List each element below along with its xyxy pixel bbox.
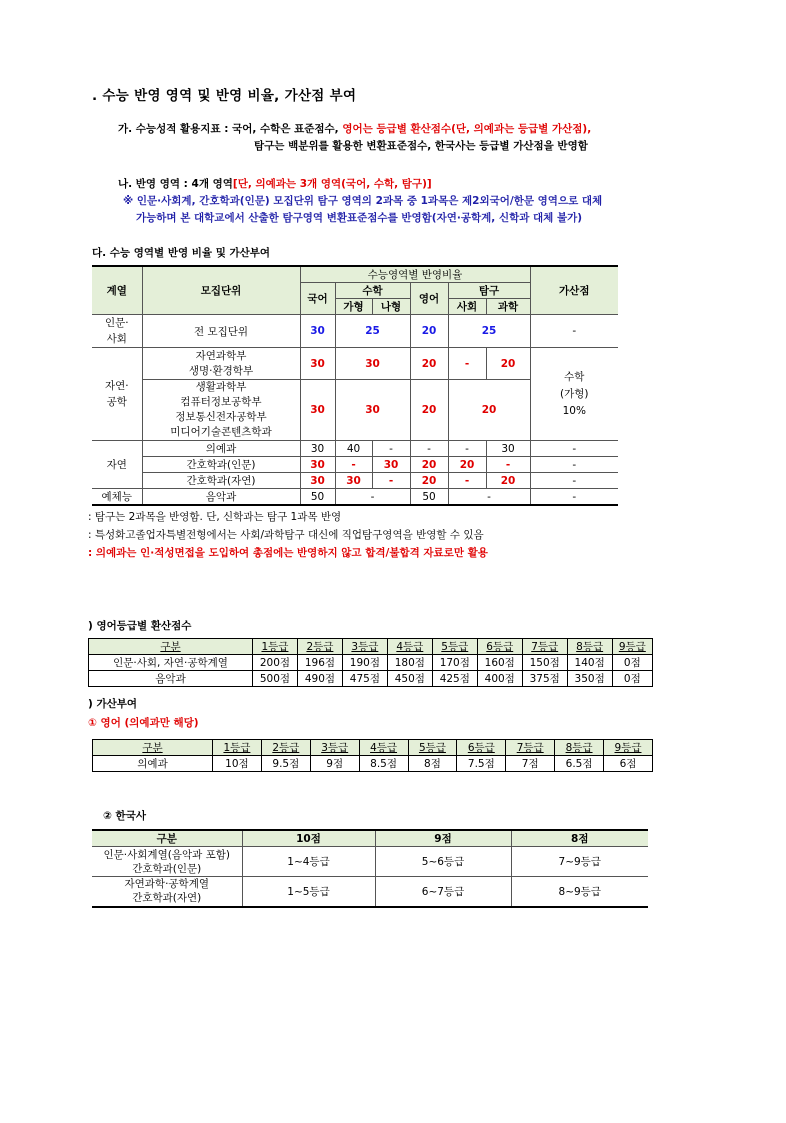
cell-english: 20	[410, 380, 448, 441]
cell: 인문·사회, 자연·공학계열	[89, 655, 253, 671]
cell-science: -	[486, 457, 530, 473]
cell: 425점	[432, 671, 477, 687]
header-cell: 3등급	[310, 740, 359, 756]
section-title: . 수능 반영 영역 및 반영 비율, 가산점 부여	[92, 88, 357, 104]
cell: 9점	[310, 756, 359, 772]
cell-korean: 30	[300, 473, 335, 489]
cell: 170점	[432, 655, 477, 671]
row-unit: 전 모집단위	[142, 315, 300, 348]
header-cell: 9등급	[612, 639, 652, 655]
item-da-title: 다. 수능 영역별 반영 비율 및 가산부여	[92, 247, 271, 259]
cell-math: -	[335, 489, 410, 506]
cell: 500점	[253, 671, 298, 687]
cell: 6.5점	[555, 756, 604, 772]
table-row	[92, 489, 618, 506]
cell: 7~9등급	[511, 847, 648, 877]
table-row	[92, 457, 618, 473]
cell: 400점	[477, 671, 522, 687]
header-science: 과학	[486, 299, 530, 315]
header-cell: 구분	[92, 830, 242, 847]
table-row	[89, 671, 653, 687]
header-cell: 9점	[375, 830, 511, 847]
header-social: 사회	[448, 299, 486, 315]
cell: 9.5점	[261, 756, 310, 772]
header-bonus: 가산점	[530, 266, 618, 315]
cell: 450점	[387, 671, 432, 687]
item-na-note-1: ※ 인문·사회계, 간호학과(인문) 모집단위 탐구 영역의 2과목 중 1과목은 제2외국어/한문 영역으로 대체	[123, 195, 603, 207]
cell-bonus: -	[530, 489, 618, 506]
header-unit: 모집단위	[142, 266, 300, 315]
header-math: 수학	[335, 283, 410, 299]
table-row	[92, 473, 618, 489]
cell-korean: 30	[300, 315, 335, 348]
cell: 6점	[604, 756, 653, 772]
cell-social: -	[448, 441, 486, 457]
header-cell: 4등급	[387, 639, 432, 655]
cell: 인문·사회계열(음악과 포함) 간호학과(인문)	[92, 847, 242, 877]
cell-inquiry: 25	[448, 315, 530, 348]
header-cell: 구분	[93, 740, 213, 756]
cell: 140점	[567, 655, 612, 671]
bonus-section-title: ) 가산부여	[88, 698, 138, 710]
cell: 음악과	[89, 671, 253, 687]
header-cell: 구분	[89, 639, 253, 655]
cell: 0점	[612, 655, 652, 671]
cell-science: 20	[486, 348, 530, 380]
row-track: 예체능	[92, 489, 142, 506]
cell-math-ga: 30	[335, 473, 372, 489]
header-ratio: 수능영역별 반영비율	[300, 266, 530, 283]
cell-korean: 30	[300, 457, 335, 473]
note-3: : 의예과는 인·적성면접을 도입하여 총점에는 반영하지 않고 합격/불합격 자료로만 활용	[88, 547, 488, 559]
cell: 자연과학·공학계열 간호학과(자연)	[92, 877, 242, 907]
header-korean: 국어	[300, 283, 335, 315]
item-ga-line2: 탐구는 백분위를 활용한 변환표준점수, 한국사는 등급별 가산점을 반영함	[254, 140, 588, 152]
cell: 350점	[567, 671, 612, 687]
cell: 8점	[408, 756, 457, 772]
cell-bonus: -	[530, 473, 618, 489]
header-cell: 6등급	[477, 639, 522, 655]
table-row	[92, 441, 618, 457]
cell-korean: 50	[300, 489, 335, 506]
cell: 475점	[342, 671, 387, 687]
row-unit: 생활과학부 컴퓨터정보공학부 정보통신전자공학부 미디어기술콘텐츠학과	[142, 380, 300, 441]
header-cell: 8등급	[567, 639, 612, 655]
cell: 375점	[522, 671, 567, 687]
cell-social: -	[448, 473, 486, 489]
cell-english: 20	[410, 473, 448, 489]
cell-korean: 30	[300, 441, 335, 457]
ratio-table	[92, 265, 618, 506]
cell-math: 30	[335, 348, 410, 380]
header-cell: 5등급	[432, 639, 477, 655]
cell: 0점	[612, 671, 652, 687]
cell: 150점	[522, 655, 567, 671]
cell-math-na: -	[372, 473, 410, 489]
cell: 8.5점	[359, 756, 408, 772]
cell: 196점	[297, 655, 342, 671]
note-1: : 탐구는 2과목을 반영함. 단, 신학과는 탐구 1과목 반영	[88, 511, 342, 523]
header-inquiry: 탐구	[448, 283, 530, 299]
header-cell: 2등급	[297, 639, 342, 655]
item-ga-prefix: 가. 수능성적 활용지표 : 국어, 수학은 표준점수,	[118, 123, 343, 135]
cell: 1~5등급	[242, 877, 375, 907]
cell-bonus: -	[530, 441, 618, 457]
table-row	[92, 877, 648, 907]
item-na-prefix: 나. 반영 영역 : 4개 영역	[118, 178, 233, 190]
cell-english: 20	[410, 315, 448, 348]
note-1-text: 탐구는 2과목을 반영함. 단, 신학과는 탐구 1과목 반영	[94, 511, 342, 523]
item-na-red: [단, 의예과는 3개 영역(국어, 수학, 탐구)]	[232, 178, 432, 190]
cell: 7점	[506, 756, 555, 772]
note-2: : 특성화고졸업자특별전형에서는 사회/과학탐구 대신에 직업탐구영역을 반영할 수 있음	[88, 529, 484, 541]
cell-korean: 30	[300, 380, 335, 441]
row-track: 자연	[92, 441, 142, 489]
header-cell: 1등급	[213, 740, 262, 756]
cell-science: 20	[486, 473, 530, 489]
korean-history-table	[92, 829, 648, 908]
table-row	[92, 847, 648, 877]
header-math-ga: 가형	[335, 299, 372, 315]
cell-math-ga: 40	[335, 441, 372, 457]
cell: 190점	[342, 655, 387, 671]
header-track: 계열	[92, 266, 142, 315]
english-section-title: ) 영어등급별 환산점수	[88, 620, 192, 632]
table-row	[89, 655, 653, 671]
english-score-table	[88, 638, 653, 687]
row-track: 자연· 공학	[92, 348, 142, 441]
header-cell: 2등급	[261, 740, 310, 756]
bonus-sub-english: ① 영어 (의예과만 해당)	[88, 717, 199, 729]
cell-english: 50	[410, 489, 448, 506]
header-cell: 3등급	[342, 639, 387, 655]
cell: 200점	[253, 655, 298, 671]
header-cell: 1등급	[253, 639, 298, 655]
header-cell: 9등급	[604, 740, 653, 756]
note-3-text: 의예과는 인·적성면접을 도입하여 총점에는 반영하지 않고 합격/불합격 자료로만 활용	[95, 547, 488, 559]
cell-bonus: -	[530, 315, 618, 348]
cell-social: 20	[448, 457, 486, 473]
cell-inquiry: 20	[448, 380, 530, 441]
table-row	[92, 348, 618, 380]
cell: 160점	[477, 655, 522, 671]
cell: 7.5점	[457, 756, 506, 772]
cell: 180점	[387, 655, 432, 671]
cell: 1~4등급	[242, 847, 375, 877]
cell: 6~7등급	[375, 877, 511, 907]
cell-english: -	[410, 441, 448, 457]
table-row	[93, 756, 653, 772]
table-row	[92, 315, 618, 348]
row-unit: 간호학과(자연)	[142, 473, 300, 489]
header-cell: 4등급	[359, 740, 408, 756]
header-cell: 6등급	[457, 740, 506, 756]
row-track: 인문· 사회	[92, 315, 142, 348]
cell-math-ga: -	[335, 457, 372, 473]
header-cell: 8점	[511, 830, 648, 847]
header-cell: 5등급	[408, 740, 457, 756]
item-na-line1	[118, 177, 432, 192]
header-cell: 7등급	[522, 639, 567, 655]
item-ga-line1	[118, 122, 591, 137]
medicine-bonus-table	[92, 739, 653, 772]
cell-english: 20	[410, 348, 448, 380]
cell-inquiry: -	[448, 489, 530, 506]
header-cell: 8등급	[555, 740, 604, 756]
cell: 490점	[297, 671, 342, 687]
cell: 의예과	[93, 756, 213, 772]
cell-english: 20	[410, 457, 448, 473]
row-unit: 간호학과(인문)	[142, 457, 300, 473]
header-math-na: 나형	[372, 299, 410, 315]
item-ga-red: 영어는 등급별 환산점수(단, 의예과는 등급별 가산점),	[342, 123, 592, 135]
header-cell: 7등급	[506, 740, 555, 756]
cell: 5~6등급	[375, 847, 511, 877]
row-unit: 의예과	[142, 441, 300, 457]
cell-social: -	[448, 348, 486, 380]
cell-science: 30	[486, 441, 530, 457]
cell-bonus: -	[530, 457, 618, 473]
cell-korean: 30	[300, 348, 335, 380]
row-unit: 자연과학부 생명·환경학부	[142, 348, 300, 380]
bonus-sub-history: ② 한국사	[103, 810, 146, 822]
item-na-note-2: 가능하며 본 대학교에서 산출한 탐구영역 변환표준점수를 반영함(자연·공학계, 신학과 대체 불가)	[136, 212, 583, 224]
cell-math-na: -	[372, 441, 410, 457]
header-english: 영어	[410, 283, 448, 315]
cell-math: 30	[335, 380, 410, 441]
cell: 8~9등급	[511, 877, 648, 907]
cell-math: 25	[335, 315, 410, 348]
note-2-text: 특성화고졸업자특별전형에서는 사회/과학탐구 대신에 직업탐구영역을 반영할 수 있음	[94, 529, 484, 541]
cell: 10점	[213, 756, 262, 772]
row-unit: 음악과	[142, 489, 300, 506]
cell-bonus: 수학 (가형) 10%	[530, 348, 618, 441]
cell-math-na: 30	[372, 457, 410, 473]
header-cell: 10점	[242, 830, 375, 847]
